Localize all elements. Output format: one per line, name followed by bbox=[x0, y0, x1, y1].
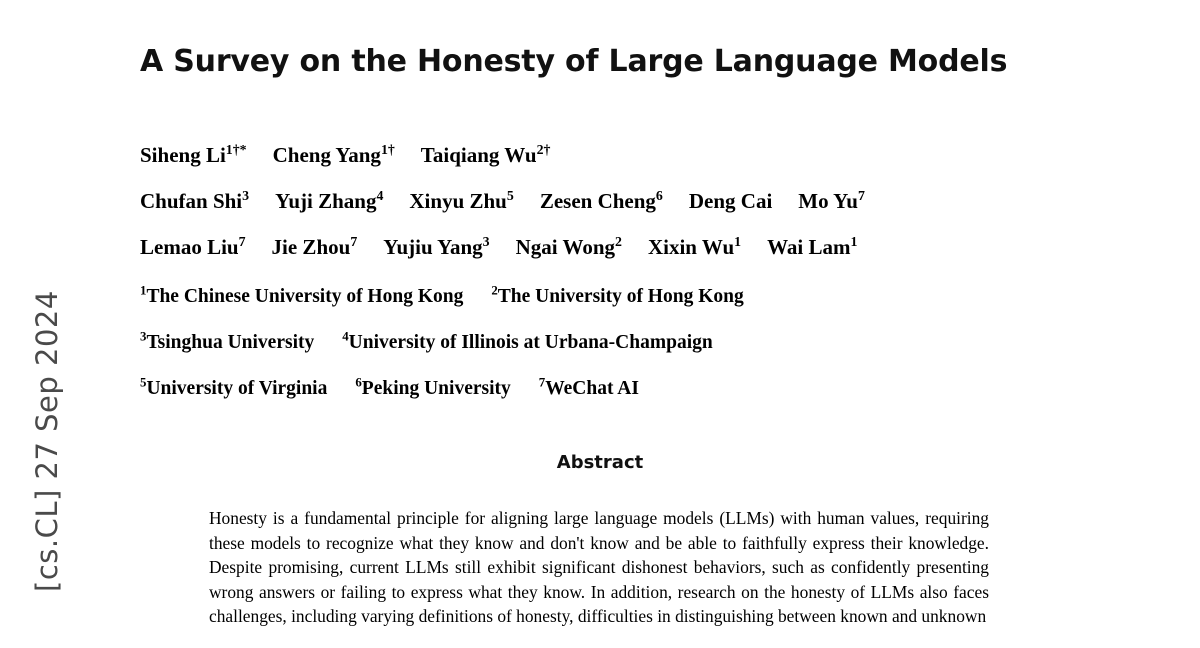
affiliation-list bbox=[140, 274, 1100, 412]
affiliation-line bbox=[140, 366, 1100, 412]
affiliation-entry: $^5$University of Virginia bbox=[140, 375, 328, 399]
affiliation-line bbox=[140, 320, 1100, 366]
author-affiliation-marker: 1 bbox=[850, 234, 858, 249]
abstract-paragraph: Honesty is a fundamental principle for aligning large language models (LLMs) with human values, requiring these models to recognize what they know and don't know and be able to faithfully express their knowledge. Despite promising, current LLMs still exhibit significant dishonest behaviors, such as confidently presenting wrong answers or failing to express what they know. In addition, research on the honesty of LLMs also faces challenges, including varying definitions of honesty, difficulties in distinguishing between known and unknown bbox=[209, 508, 989, 627]
affiliation-marker: 2 bbox=[491, 283, 498, 298]
affiliation-marker: 7 bbox=[538, 375, 546, 390]
author-name: Siheng $Li^{1\dagger*}$ bbox=[140, 142, 247, 167]
author-affiliation-marker: 7 bbox=[858, 188, 865, 203]
author-name: Deng Cai bbox=[688, 189, 773, 213]
arxiv-stamp: [cs.CL] 27 Sep 2024 bbox=[30, 290, 64, 592]
affiliation-entry: $^6$Peking University bbox=[355, 375, 511, 399]
author-line bbox=[140, 224, 1080, 270]
author-name: Taiqiang $Wu^{2\dagger}$ bbox=[420, 142, 551, 167]
affiliation-marker: 3 bbox=[140, 329, 147, 344]
author-affiliation-marker: 5 bbox=[506, 188, 514, 203]
author-name: Yujiu Yang$^3$ bbox=[383, 234, 490, 259]
author-affiliation-marker: 4 bbox=[376, 188, 384, 203]
author-name: Yuji Zhang$^4$ bbox=[275, 188, 384, 213]
author-name: Ngai Wong$^2$ bbox=[515, 234, 622, 259]
author-name: Cheng Yang$^{1\dagger}$ bbox=[272, 142, 395, 167]
author-name: Chufan Shi$^3$ bbox=[140, 188, 250, 213]
author-name: Zesen Cheng$^6$ bbox=[539, 188, 663, 213]
author-affiliation-marker: 1† bbox=[380, 142, 395, 157]
abstract-heading-label: Abstract bbox=[556, 452, 644, 473]
author-name: Lemao Liu$^7$ bbox=[140, 234, 246, 259]
author-affiliation-marker: 2 bbox=[615, 234, 622, 249]
author-affiliation-marker: 1 bbox=[734, 234, 742, 249]
author-affiliation-marker: 2† bbox=[536, 142, 551, 157]
author-name: Xixin Wu$^1$ bbox=[647, 234, 742, 259]
affiliation-marker: 4 bbox=[342, 329, 349, 344]
affiliation-marker: 6 bbox=[355, 375, 362, 390]
author-list bbox=[140, 132, 1080, 270]
abstract-body bbox=[209, 506, 989, 629]
author-affiliation-marker: 6 bbox=[655, 188, 663, 203]
affiliation-marker: 5 bbox=[140, 375, 147, 390]
author-line bbox=[140, 132, 1080, 178]
affiliation-entry: $^4$University of Illinois at Urbana-Champaign bbox=[342, 329, 713, 353]
author-name: Xinyu Zhu$^5$ bbox=[409, 188, 514, 213]
author-name: Jie Zhou$^7$ bbox=[271, 234, 358, 259]
author-affiliation-marker: 3 bbox=[242, 188, 250, 203]
author-affiliation-marker: 1†* bbox=[225, 142, 247, 157]
page-title: A Survey on the Honesty of Large Language Models bbox=[140, 44, 1008, 79]
author-affiliation-marker: 7 bbox=[350, 234, 358, 249]
affiliation-line bbox=[140, 274, 1100, 320]
author-line bbox=[140, 178, 1080, 224]
author-affiliation-marker: 7 bbox=[238, 234, 246, 249]
affiliation-entry: $^3$Tsinghua University bbox=[140, 329, 315, 353]
affiliation-entry: $^1$The Chinese University of Hong Kong bbox=[140, 283, 464, 307]
affiliation-marker: 1 bbox=[140, 283, 147, 298]
affiliation-entry: $^2$The University of Hong Kong bbox=[491, 283, 744, 307]
author-name: Wai Lam$^1$ bbox=[767, 234, 858, 259]
abstract-heading bbox=[0, 452, 1200, 473]
affiliation-entry: $^7$WeChat AI bbox=[538, 375, 639, 399]
author-name: Mo Yu$^7$ bbox=[798, 188, 865, 213]
author-affiliation-marker: 3 bbox=[482, 234, 490, 249]
